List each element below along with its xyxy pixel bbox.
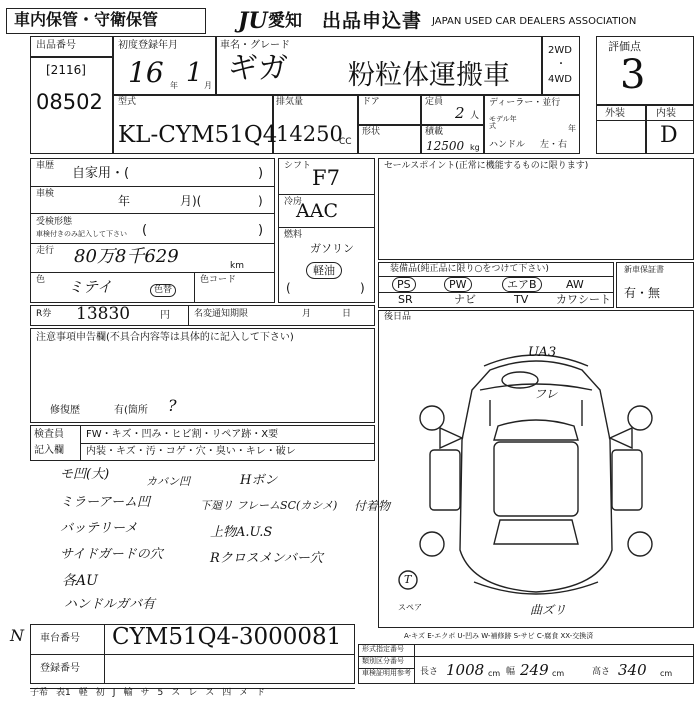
ac-value: AAC [296,200,338,222]
footer-cell: 表1 [56,688,71,698]
handle-options: 左・右 [540,140,568,150]
note-7: バッテリーメ [60,521,138,536]
footer-cell: サ [140,688,150,698]
name-change-month: 月 [302,309,312,319]
history-label: 車歴 [36,161,55,171]
inspection-month: 月)( [180,194,202,208]
equip-ps: PS [392,277,416,292]
model-year-mark: 年 [568,124,576,133]
model-year-label: モデル年式 [489,115,517,130]
chassis-value: CYM51Q4-3000081 [112,624,342,650]
form-title: 出品申込書 [322,10,423,32]
note-9: サイドガードの穴 [60,547,163,562]
repair-value: 有(箇所 [114,405,148,416]
name-change-day: 日 [342,309,352,319]
ju-logo [238,8,268,34]
mileage-unit: km [230,261,244,271]
inspector-label-1: 検査員 [34,429,64,440]
recipient-label: 後日品 [384,312,412,322]
sales-point-box [378,158,694,260]
note-8: 上物A.U.S [210,525,273,540]
drive-4wd: 4WD [548,74,572,85]
length-label: 長さ [420,667,439,677]
inspection-label: 車検 [36,189,55,199]
storage-label: 車内保管・守衛保管 [14,10,159,29]
load-unit: kg [470,143,480,152]
diagram-body-note: フレ [534,387,558,401]
cert-label-1: 形式指定番号 [362,645,404,653]
repair-label: 修復歴 [50,405,80,416]
length-value: 1008 [446,661,485,679]
color-label: 色 [36,275,46,285]
drive-2wd: 2WD [548,45,572,56]
model-value: KL-CYM51Q4 [118,122,278,148]
name-grade-label: 車名・グレード [220,40,290,51]
name-change-label: 名変通知期限 [194,309,249,319]
car-name: ギガ [228,51,288,86]
acceptance-label: 受検形態 [36,217,73,227]
equip-navi: ナビ [454,293,476,306]
warranty-options: 有・無 [624,286,661,300]
equip-airbag: エアB [502,277,542,292]
notes-label: 注意事項申告欄(不具合内容等は具体的に記入して下さい) [36,332,294,343]
damage-legend: A-キズ E-エクボ U-凹み W-補修跡 S-サビ C-腐食 XX-交換済 [404,632,594,640]
equip-sr: SR [398,293,413,306]
handle-label: ハンドル [489,140,526,150]
load-value: 12500 [426,139,465,153]
footer-cell: 四 [222,688,232,698]
repair-mark: ? [168,396,177,415]
note-1: モ凹(大) [60,467,110,482]
shape-label: 形状 [362,127,381,137]
rating-label: 評価点 [608,40,641,53]
first-reg-label: 初度登録年月 [118,40,178,51]
note-3: Hボン [240,473,278,488]
warranty-label: 新車保証書 [624,265,664,274]
fuel-label: 燃料 [284,230,303,240]
first-reg-year-mark: 年 [170,81,178,90]
first-reg-year: 16 [128,56,164,89]
acceptance-close: ) [258,223,264,238]
history-close: ) [258,166,264,181]
repaint-mark: 色替 [150,284,176,297]
footer-cell: 初 [95,688,105,698]
load-label: 積載 [425,127,444,137]
reg-label: 登録番号 [40,663,80,674]
height-label: 高さ [592,667,611,677]
capacity-label: 定員 [425,97,444,107]
color-value: ミテイ [68,278,112,296]
displacement-value: 14250 [276,122,343,146]
width-label: 幅 [506,667,516,677]
note-5: 下廻リ フレームSC(カシメ) [200,499,338,512]
height-unit: cm [660,669,673,678]
footer-cell: 軽 [78,688,88,698]
inspector-row-1: FW・キズ・凹み・ヒビ割・リペア跡・X要 [86,429,279,440]
equip-pw: PW [444,277,472,292]
footer-cell: ス [171,688,181,698]
org-name: 愛知 [268,11,302,31]
cert-label-2: 類別区分番号 [362,657,404,665]
height-value: 340 [618,661,647,679]
note-2: カバン凹 [146,475,190,488]
inspector-label-2: 記入欄 [34,445,64,456]
history-value: 自家用・( [72,166,130,181]
first-reg-month-mark: 月 [204,81,212,90]
sales-point-label: セールスポイント(正常に機能するものに限ります) [384,161,589,171]
capacity-value: 2 [455,104,465,122]
ju-logo-mark: JU [238,8,268,34]
cert-label-3: 車検証明用参考 [362,669,411,677]
width-unit: cm [552,669,565,678]
displacement-unit: CC [339,137,352,147]
ac-label: 冷房 [284,197,303,207]
color-code-label: 色コード [200,275,237,285]
note-11: 各AU [62,573,98,589]
association-name: JAPAN USED CAR DEALERS ASSOCIATION [432,16,637,27]
footer-cell: レ [188,688,198,698]
note-6: 付着物 [354,499,391,513]
equip-seat: カワシート [556,293,611,306]
car-grade: 粉粒体運搬車 [348,60,510,91]
doors-label: ドア [362,97,380,107]
footer-cell: 子希 [30,688,49,698]
diagram-rear-note: 曲ズリ [530,603,567,617]
diagram-spare-label: スペア [398,603,422,612]
mileage-label: 走行 [36,246,55,256]
lot-prefix: [2116] [46,63,86,77]
first-reg-month: 1 [186,58,203,88]
recycle-amount: 13830 [76,304,131,324]
interior-label: 内装 [656,108,676,119]
inspection-year: 年 [118,194,131,208]
recycle-label: R券 [36,309,52,319]
length-unit: cm [488,669,501,678]
footer-cell: 輸 [123,688,133,698]
acceptance-value: ( [142,223,148,238]
model-label: 型式 [118,97,137,107]
fuel-close: ) [360,281,365,295]
fuel-open: ( [286,281,291,295]
footer-cell: ス [205,688,215,698]
capacity-unit: 人 [470,111,480,121]
interior-value: D [660,123,678,148]
acceptance-note: 車検付きのみ記入して下さい [36,230,127,238]
recycle-unit: 円 [160,310,170,321]
fuel-selected: 軽油 [306,262,342,279]
shift-label: シフト [284,161,312,171]
mileage-value: 80万8千629 [74,246,179,267]
footer-cell: 5 [157,688,164,698]
footer-cell: ド [256,688,266,698]
diagram-front-note: UA3 [528,345,557,360]
fuel-value: ガソリン [310,242,354,255]
equip-aw: AW [566,278,584,291]
exterior-label: 外装 [605,108,625,119]
equip-tv: TV [514,293,529,306]
footer-cell: J [112,688,116,698]
inspector-row-2: 内装・キズ・汚・コゲ・穴・臭い・キレ・破レ [86,446,296,457]
note-4: ミラーアーム凹 [60,495,150,510]
footer-cell: メ [239,688,249,698]
lot-number: 08502 [36,90,103,114]
equipment-label: 装備品(純正品に限り○をつけて下さい) [390,264,549,274]
note-12: ハンドルガバ有 [64,597,156,612]
dealer-label: ディーラー・並行 [489,98,561,108]
drive-dot: ・ [556,59,566,70]
footer-row [30,688,355,701]
chassis-label: 車台番号 [40,633,80,644]
inspection-close: ) [258,194,263,208]
shift-value: F7 [312,166,340,190]
car-damage-diagram [380,330,692,626]
lot-label: 出品番号 [36,40,76,51]
width-value: 249 [520,661,549,679]
chassis-prefix-mark: N [10,626,24,645]
diagram-spare-mark: T [404,573,412,586]
rating-value: 3 [620,52,646,98]
note-10: Rクロスメンバー穴 [210,551,323,566]
displacement-label: 排気量 [276,97,304,107]
